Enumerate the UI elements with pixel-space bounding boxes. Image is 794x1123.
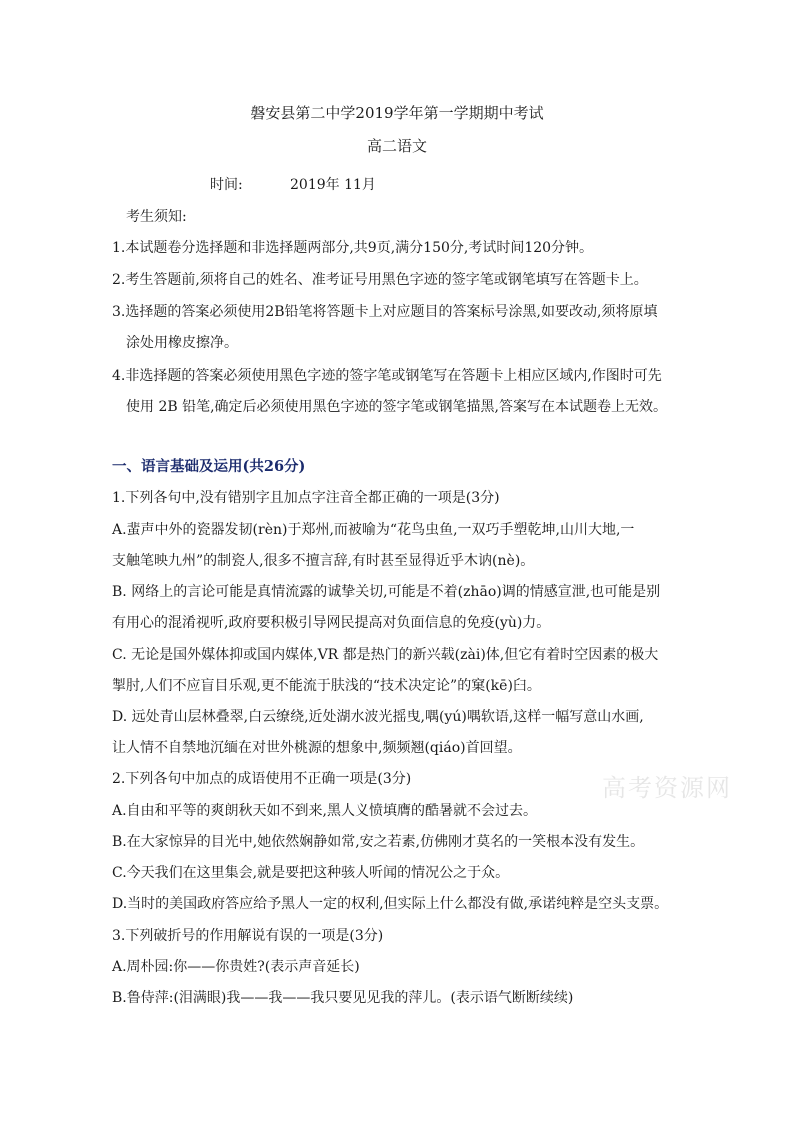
exam-title: 磐安县第二中学2019学年第一学期期中考试: [250, 104, 544, 122]
question-2-option-b: B.在大家惊异的目光中,她依然娴静如常,安之若素,仿佛刚才莫名的一笑根本没有发生。: [112, 834, 645, 850]
time-label: 时间:: [210, 177, 243, 193]
question-3-option-a: A.周朴园:你——你贵姓?(表示声音延长): [112, 959, 360, 975]
exam-subject: 高二语文: [366, 137, 427, 155]
question-2-option-a: A.自由和平等的爽朗秋天如不到来,黑人义愤填膺的酷暑就不会过去。: [112, 803, 538, 819]
question-2-stem: 2.下列各句中加点的成语使用不正确一项是(3分): [112, 771, 412, 787]
question-1-option-d-cont: 让人情不自禁地沉缅在对世外桃源的想象中,频频翘(qiáo)首回望。: [112, 740, 522, 756]
notice-item-cont: 使用 2B 铅笔,确定后必须使用黑色字迹的签字笔或钢笔描黑,答案写在本试题卷上无效。: [126, 399, 667, 415]
notice-item-cont: 涂处用橡皮擦净。: [126, 335, 238, 351]
watermark: 高考资源网: [602, 774, 732, 802]
question-1-option-d: D. 远处青山层林叠翠,白云缭绕,近处湖水波光摇曳,喁(yú)喁软语,这样一幅写意山水画,: [112, 709, 644, 725]
question-2-option-d: D.当时的美国政府答应给予黑人一定的权利,但实际上什么都没有做,承诺纯粹是空头支票。: [112, 896, 669, 912]
notice-item: 3.选择题的答案必须使用2B铅笔将答题卡上对应题目的答案标号涂黑,如要改动,须将原填: [112, 304, 658, 320]
question-2-option-c: C.今天我们在这里集会,就是要把这种骇人听闻的情况公之于众。: [112, 865, 510, 881]
notice-item: 2.考生答题前,须将自己的姓名、准考证号用黑色字迹的签字笔或钢笔填写在答题卡上。: [112, 272, 648, 288]
notice-item: 4.非选择题的答案必须使用黑色字迹的签字笔或钢笔写在答题卡上相应区域内,作图时可先: [112, 368, 662, 384]
question-1-stem: 1.下列各句中,没有错别字且加点字注音全都正确的一项是(3分): [112, 490, 500, 506]
question-3-stem: 3.下列破折号的作用解说有误的一项是(3分): [112, 928, 384, 944]
question-1-option-a: A.蜚声中外的瓷器发韧(rèn)于郑州,而被喻为“花鸟虫鱼,一双巧手塑乾坤,山川大地,一: [112, 522, 635, 538]
question-1-option-b: B. 网络上的言论可能是真情流露的诚挚关切,可能是不着(zhāo)调的情感宣泄,也可能是别: [112, 584, 661, 600]
question-1-option-c-cont: 掣肘,人们不应盲目乐观,更不能流于肤浅的“技术决定论”的窠(kē)臼。: [112, 678, 541, 694]
notice-heading: 考生须知:: [126, 209, 187, 225]
notice-item: 1.本试题卷分选择题和非选择题两部分,共9页,满分150分,考试时间120分钟。: [112, 240, 594, 256]
question-3-option-b: B.鲁侍萍:(泪满眼)我——我——我只要见见我的萍儿。(表示语气断断续续): [112, 990, 574, 1006]
section-heading: 一、语言基础及运用(共26分): [112, 458, 306, 475]
question-1-option-b-cont: 有用心的混淆视听,政府要积极引导网民提高对负面信息的免疫(yù)力。: [112, 615, 551, 631]
time-value: 2019年 11月: [290, 177, 376, 193]
question-1-option-c: C. 无论是国外媒体抑或国内媒体,VR 都是热门的新兴载(zài)体,但它有着时空因素的极大: [112, 647, 659, 663]
question-1-option-a-cont: 支触笔映九州”的制瓷人,很多不擅言辞,有时甚至显得近乎木讷(nè)。: [112, 553, 535, 569]
